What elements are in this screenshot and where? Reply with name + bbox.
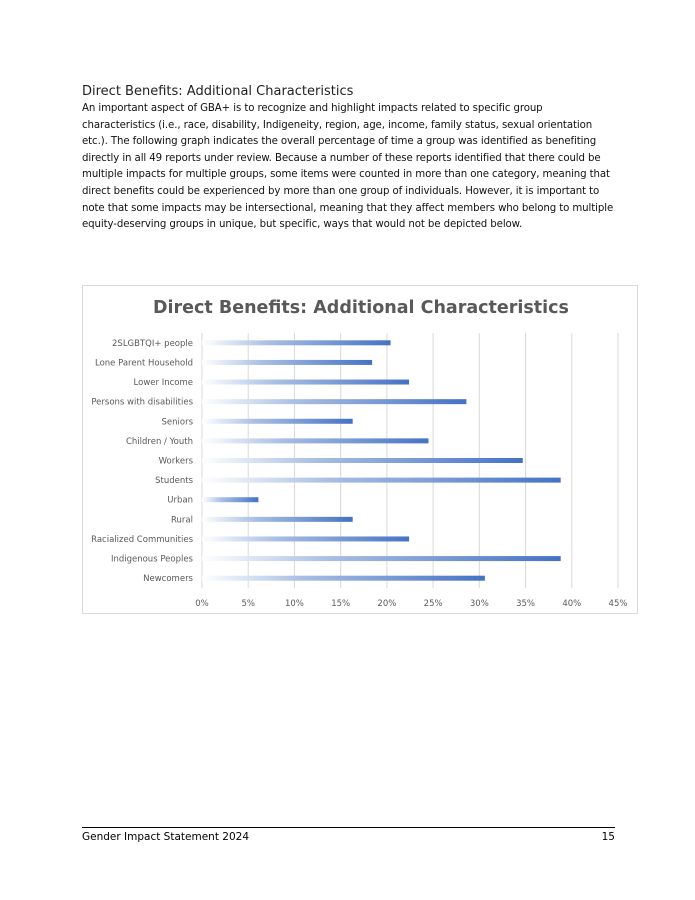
bar xyxy=(202,399,466,404)
x-tick-label: 30% xyxy=(469,599,489,609)
y-category-label: Students xyxy=(155,476,193,487)
page-number: 15 xyxy=(601,831,615,843)
x-tick-label: 0% xyxy=(195,599,209,609)
x-tick-label: 20% xyxy=(377,599,397,609)
y-category-label: Seniors xyxy=(161,417,193,428)
y-category-label: Lower Income xyxy=(133,378,193,389)
chart-title: Direct Benefits: Additional Characteristics xyxy=(153,298,569,318)
chart-canvas xyxy=(83,286,639,615)
x-tick-label: 10% xyxy=(284,599,304,609)
footer-title: Gender Impact Statement 2024 xyxy=(82,831,249,843)
y-category-label: Rural xyxy=(171,515,193,526)
x-tick-label: 45% xyxy=(608,599,628,609)
x-tick-label: 15% xyxy=(331,599,351,609)
bar xyxy=(202,576,485,581)
y-category-label: 2SLGBTQI+ people xyxy=(112,338,193,349)
bar xyxy=(202,380,409,385)
bar xyxy=(202,517,353,522)
bar xyxy=(202,419,353,424)
bar xyxy=(202,536,409,541)
body-paragraph: An important aspect of GBA+ is to recognize and highlight impacts related to specific group characteristics (i.e., race, disability, Indigeneity, region, age, income, family status, sexual orientation etc.). The following graph indicates the overall percentage of time a group was identified as benefiting directly in all 49 reports under review. Because a number of these reports identified that there could be multiple impacts for multiple groups, some items were counted in more than one category, meaning that direct benefits could be experienced by more than one group of individuals. However, it is important to note that some impacts may be intersectional, meaning that they affect members who belong to multiple equity-deserving groups in unique, but specific, ways that would not be depicted below. xyxy=(82,103,614,231)
footer-divider xyxy=(82,827,615,828)
bar xyxy=(202,497,258,502)
bar xyxy=(202,458,523,463)
x-tick-label: 40% xyxy=(562,599,582,609)
y-category-label: Persons with disabilities xyxy=(91,397,193,408)
y-category-label: Urban xyxy=(167,495,193,506)
section-heading: Direct Benefits: Additional Characteristics xyxy=(82,84,354,99)
x-tick-label: 35% xyxy=(516,599,536,609)
bar xyxy=(202,478,561,483)
bar xyxy=(202,360,372,365)
y-category-label: Newcomers xyxy=(143,574,193,585)
y-category-label: Indigenous Peoples xyxy=(110,554,193,565)
x-tick-label: 25% xyxy=(423,599,443,609)
y-category-label: Racialized Communities xyxy=(91,534,193,545)
bar xyxy=(202,340,391,345)
x-tick-label: 5% xyxy=(241,599,255,609)
bar xyxy=(202,438,428,443)
y-category-label: Workers xyxy=(158,456,193,467)
bar xyxy=(202,556,561,561)
y-category-label: Lone Parent Household xyxy=(95,358,193,369)
bar-chart xyxy=(82,285,638,614)
y-category-label: Children / Youth xyxy=(125,436,193,447)
